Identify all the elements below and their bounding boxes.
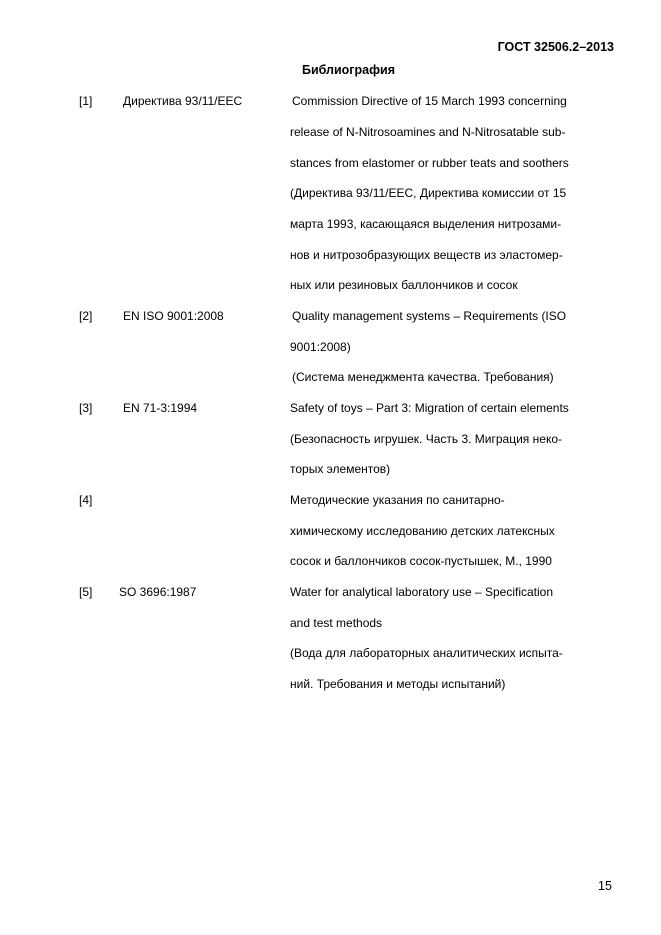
- reference-text-line: (Вода для лабораторных аналитических испыта-: [290, 646, 563, 660]
- reference-number: [4]: [79, 493, 93, 507]
- page-number: 15: [598, 879, 612, 893]
- reference-code: Директива 93/11/EEC: [123, 94, 243, 108]
- reference-number: [1]: [79, 94, 93, 108]
- reference-text-line: химическому исследованию детских латексных: [290, 524, 555, 538]
- reference-text-line: нов и нитрозобразующих веществ из эластомер-: [290, 248, 563, 262]
- reference-text-line: Методические указания по санитарно-: [290, 493, 505, 507]
- reference-number: [2]: [79, 309, 93, 323]
- reference-text-line: Water for analytical laboratory use – Specification: [290, 585, 554, 599]
- reference-text-line: (Система менеджмента качества. Требования): [292, 370, 554, 384]
- reference-text-line: stances from elastomer or rubber teats and soothers: [290, 156, 569, 170]
- reference-text-line: 9001:2008): [290, 340, 351, 354]
- reference-text-line: Commission Directive of 15 March 1993 concerning: [292, 94, 567, 108]
- reference-number: [3]: [79, 401, 93, 415]
- reference-text-line: and test methods: [290, 616, 383, 630]
- reference-text-line: (Директива 93/11/EEC, Директива комиссии от 15: [290, 186, 567, 200]
- reference-code: SO 3696:1987: [119, 585, 197, 599]
- document-id-header: ГОСТ 32506.2–2013: [497, 40, 614, 54]
- reference-text-line: Safety of toys – Part 3: Migration of certain elements: [290, 401, 569, 415]
- bibliography-title: Библиография: [301, 63, 396, 77]
- reference-text-line: сосок и баллончиков сосок-пустышек, М., 1990: [290, 554, 552, 568]
- reference-code: EN 71-3:1994: [123, 401, 198, 415]
- reference-text-line: Quality management systems – Requirements (ISO: [292, 309, 567, 323]
- reference-code: EN ISO 9001:2008: [123, 309, 224, 323]
- reference-text-line: (Безопасность игрушек. Часть 3. Миграция неко-: [290, 432, 562, 446]
- reference-number: [5]: [79, 585, 93, 599]
- reference-text-line: торых элементов): [290, 462, 391, 476]
- reference-text-line: ных или резиновых баллончиков и сосок: [290, 278, 518, 292]
- reference-text-line: release of N-Nitrosoamines and N-Nitrosatable sub-: [290, 125, 566, 139]
- reference-text-line: марта 1993, касающаяся выделения нитрозами-: [290, 217, 562, 231]
- reference-text-line: ний. Требования и методы испытаний): [290, 677, 506, 691]
